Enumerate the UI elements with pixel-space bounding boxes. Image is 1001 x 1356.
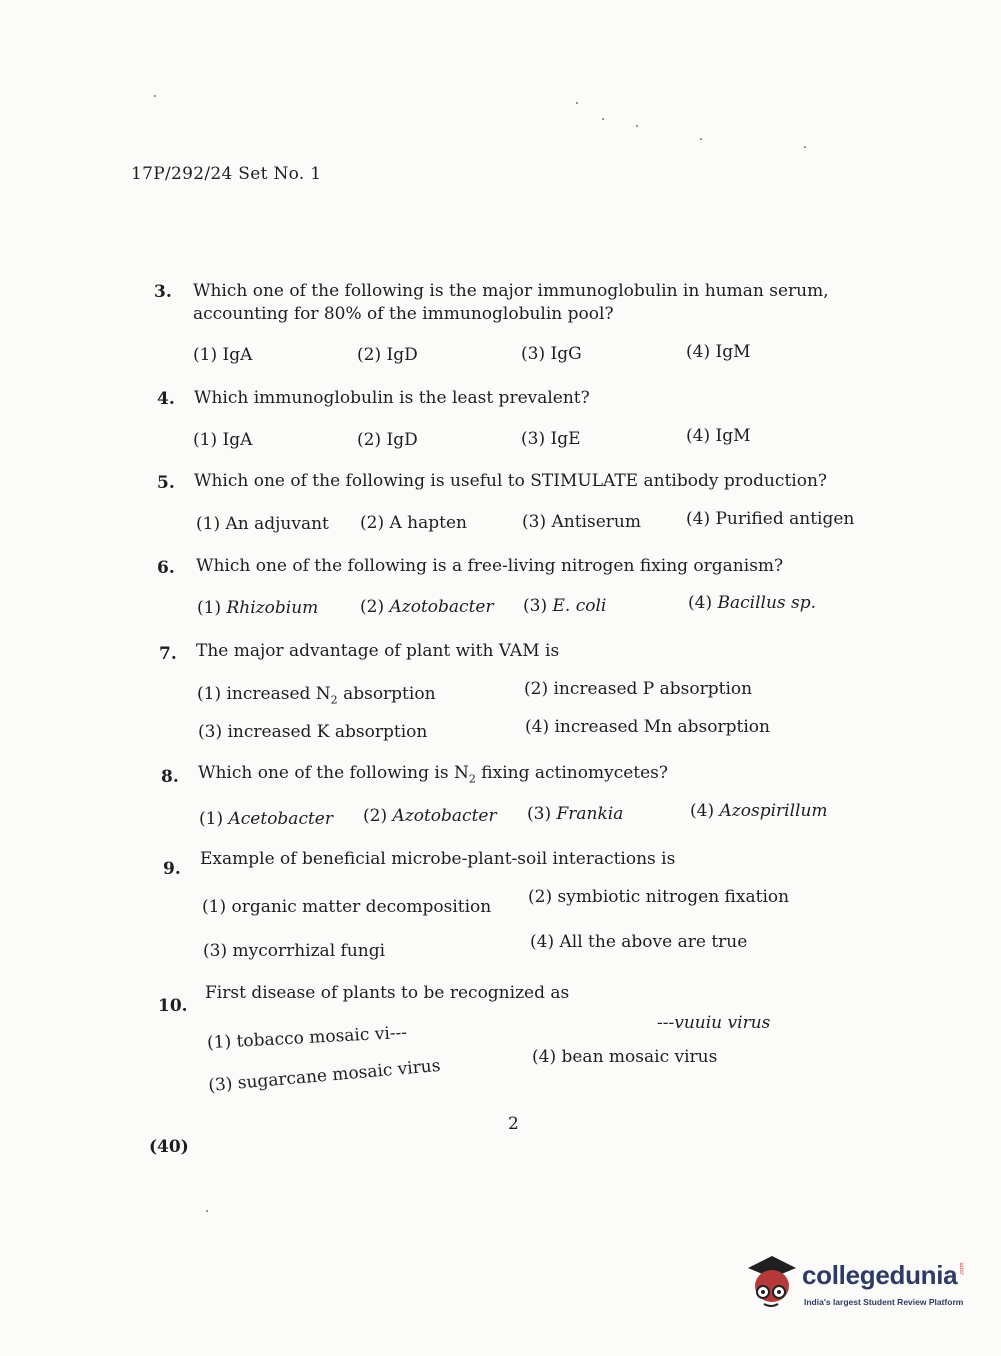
question-text: Which one of the following is a free-living nitrogen fixing organism? — [196, 556, 784, 576]
option-3[interactable]: (3) increased K absorption — [198, 722, 428, 742]
option-1[interactable]: (1) tobacco mosaic vi--- — [206, 1022, 408, 1054]
question-number: 4. — [157, 389, 175, 409]
question-number: 6. — [157, 558, 175, 578]
question-text: Which one of the following is $N_2$ fixing actinomycetes? — [198, 763, 669, 786]
page-number: 2 — [508, 1114, 519, 1134]
option-3[interactable]: (3) IgE — [521, 429, 581, 449]
option-1[interactable]: (1) Acetobacter — [199, 809, 333, 829]
option-3[interactable]: (3) IgG — [521, 344, 582, 364]
option-4[interactable]: (4) Azospirillum — [690, 801, 828, 821]
option-4[interactable]: (4) IgM — [686, 342, 751, 362]
option-2[interactable]: (2) symbiotic nitrogen fixation — [528, 887, 790, 907]
question-text: Which one of the following is the major immunoglobulin in human serum, accounting for 80% of the immunoglobulin pool? — [193, 281, 829, 324]
option-4[interactable]: (4) increased Mn absorption — [525, 717, 770, 737]
option-2[interactable]: (2) IgD — [357, 430, 418, 450]
option-3[interactable]: (3) E. coli — [523, 596, 607, 616]
speck — [700, 138, 702, 140]
option-4[interactable]: (4) Purified antigen — [686, 509, 855, 529]
option-4[interactable]: (4) IgM — [686, 426, 751, 446]
speck — [576, 102, 578, 104]
option-3[interactable]: (3) mycorrhizal fungi — [203, 941, 386, 961]
option-3[interactable]: (3) Frankia — [527, 804, 624, 824]
mascot-icon — [744, 1252, 800, 1314]
question-text: The major advantage of plant with VAM is — [196, 641, 560, 661]
logo-tagline: India's largest Student Review Platform — [804, 1297, 964, 1307]
question-number: 8. — [161, 767, 179, 787]
page-code: (40) — [149, 1137, 189, 1157]
option-4[interactable]: (4) All the above are true — [530, 932, 748, 952]
speck — [602, 118, 604, 120]
question-text: First disease of plants to be recognized as — [205, 983, 570, 1003]
speck — [804, 146, 806, 148]
option-1[interactable]: (1) Rhizobium — [197, 598, 319, 618]
question-number: 5. — [157, 473, 175, 493]
option-4[interactable]: (4) Bacillus sp. — [688, 593, 817, 613]
option-2[interactable]: ---vuuiu virus — [657, 1013, 771, 1033]
logo-wordmark: collegedunia — [802, 1260, 958, 1290]
option-3[interactable]: (3) Antiserum — [522, 512, 641, 532]
question-number: 3. — [154, 282, 172, 302]
question-number: 7. — [159, 644, 177, 664]
option-1[interactable]: (1) IgA — [193, 430, 253, 450]
option-1[interactable]: (1) IgA — [193, 345, 253, 365]
option-1[interactable]: (1) organic matter decomposition — [202, 897, 492, 917]
option-1[interactable]: (1) increased $N_2$ absorption — [197, 684, 436, 707]
option-1[interactable]: (1) An adjuvant — [196, 514, 329, 534]
question-number: 9. — [163, 859, 181, 879]
option-2[interactable]: (2) A hapten — [360, 513, 467, 533]
speck — [206, 1210, 208, 1212]
option-3[interactable]: (3) sugarcane mosaic virus — [207, 1055, 442, 1097]
option-4[interactable]: (4) bean mosaic virus — [532, 1047, 718, 1067]
question-text: Which one of the following is useful to STIMULATE antibody production? — [194, 471, 828, 491]
logo-suffix: .com — [959, 1262, 966, 1276]
speck — [154, 95, 156, 97]
option-2[interactable]: (2) Azotobacter — [363, 806, 497, 826]
option-2[interactable]: (2) Azotobacter — [360, 597, 494, 617]
question-number: 10. — [158, 996, 188, 1016]
question-text: Example of beneficial microbe-plant-soil interactions is — [200, 849, 676, 869]
question-text: Which immunoglobulin is the least prevalent? — [194, 388, 590, 408]
collegedunia-logo[interactable] — [744, 1252, 974, 1314]
speck — [636, 125, 638, 127]
option-2[interactable]: (2) increased P absorption — [524, 679, 753, 699]
option-2[interactable]: (2) IgD — [357, 345, 418, 365]
document-header: 17P/292/24 Set No. 1 — [131, 164, 322, 184]
